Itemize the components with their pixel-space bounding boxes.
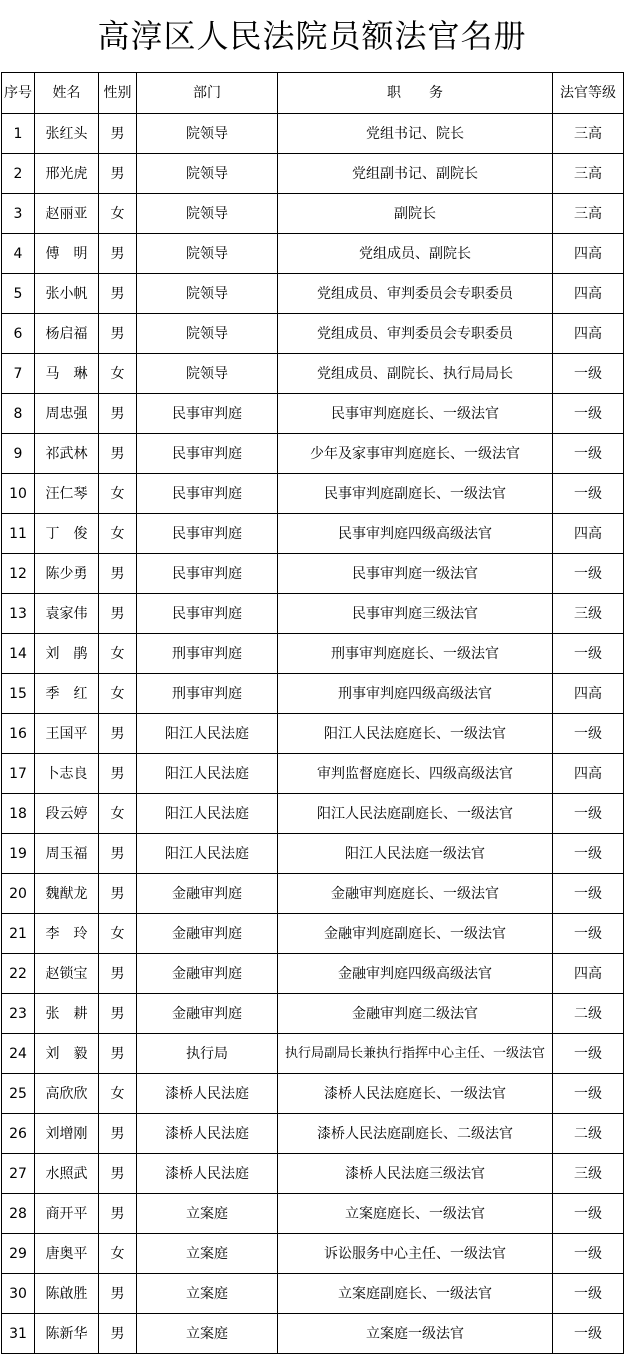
table-row [2, 914, 624, 954]
cell-name: 傅 明 [35, 234, 99, 274]
cell-no: 9 [2, 434, 35, 474]
cell-name: 陈少勇 [35, 554, 99, 594]
cell-gender: 男 [99, 1194, 137, 1234]
cell-duty: 立案庭庭长、一级法官 [278, 1194, 553, 1234]
cell-duty: 金融审判庭副庭长、一级法官 [278, 914, 553, 954]
cell-gender: 男 [99, 834, 137, 874]
cell-dept: 漆桥人民法庭 [137, 1114, 278, 1154]
table-header-row [2, 73, 624, 114]
cell-no: 27 [2, 1154, 35, 1194]
cell-duty: 金融审判庭庭长、一级法官 [278, 874, 553, 914]
cell-gender: 女 [99, 1234, 137, 1274]
cell-gender: 男 [99, 874, 137, 914]
cell-level: 二级 [553, 1114, 624, 1154]
cell-dept: 刑事审判庭 [137, 674, 278, 714]
table-row [2, 1234, 624, 1274]
table-row [2, 1034, 624, 1074]
cell-level: 四高 [553, 234, 624, 274]
cell-dept: 民事审判庭 [137, 474, 278, 514]
cell-no: 26 [2, 1114, 35, 1154]
cell-gender: 女 [99, 194, 137, 234]
cell-duty: 刑事审判庭四级高级法官 [278, 674, 553, 714]
cell-dept: 民事审判庭 [137, 394, 278, 434]
cell-gender: 女 [99, 1074, 137, 1114]
cell-no: 18 [2, 794, 35, 834]
cell-no: 3 [2, 194, 35, 234]
cell-name: 卜志良 [35, 754, 99, 794]
cell-level: 四高 [553, 514, 624, 554]
table-row [2, 1114, 624, 1154]
cell-dept: 院领导 [137, 354, 278, 394]
cell-duty: 立案庭副庭长、一级法官 [278, 1274, 553, 1314]
cell-no: 30 [2, 1274, 35, 1314]
cell-dept: 民事审判庭 [137, 594, 278, 634]
cell-level: 一级 [553, 874, 624, 914]
cell-no: 8 [2, 394, 35, 434]
cell-level: 一级 [553, 434, 624, 474]
cell-dept: 阳江人民法庭 [137, 714, 278, 754]
table-row [2, 354, 624, 394]
cell-gender: 男 [99, 274, 137, 314]
cell-dept: 院领导 [137, 274, 278, 314]
cell-duty: 党组成员、副院长 [278, 234, 553, 274]
cell-name: 周忠强 [35, 394, 99, 434]
cell-level: 一级 [553, 1274, 624, 1314]
table-row [2, 434, 624, 474]
cell-duty: 漆桥人民法庭三级法官 [278, 1154, 553, 1194]
cell-level: 三级 [553, 594, 624, 634]
cell-name: 陈新华 [35, 1314, 99, 1354]
cell-no: 5 [2, 274, 35, 314]
cell-duty: 金融审判庭二级法官 [278, 994, 553, 1034]
cell-no: 15 [2, 674, 35, 714]
cell-name: 汪仁琴 [35, 474, 99, 514]
cell-name: 丁 俊 [35, 514, 99, 554]
cell-name: 张小帆 [35, 274, 99, 314]
cell-level: 四高 [553, 274, 624, 314]
cell-level: 一级 [553, 634, 624, 674]
cell-name: 张红头 [35, 114, 99, 154]
cell-name: 王国平 [35, 714, 99, 754]
cell-name: 张 耕 [35, 994, 99, 1034]
cell-name: 祁武林 [35, 434, 99, 474]
cell-duty: 党组书记、院长 [278, 114, 553, 154]
cell-no: 23 [2, 994, 35, 1034]
cell-no: 4 [2, 234, 35, 274]
cell-level: 三高 [553, 114, 624, 154]
cell-duty: 金融审判庭四级高级法官 [278, 954, 553, 994]
table-row [2, 994, 624, 1034]
cell-dept: 阳江人民法庭 [137, 754, 278, 794]
cell-name: 赵丽亚 [35, 194, 99, 234]
cell-dept: 立案庭 [137, 1234, 278, 1274]
table-row [2, 954, 624, 994]
cell-gender: 男 [99, 1154, 137, 1194]
cell-dept: 院领导 [137, 114, 278, 154]
cell-level: 一级 [553, 1034, 624, 1074]
header-dept: 部门 [137, 73, 278, 114]
cell-duty: 漆桥人民法庭副庭长、二级法官 [278, 1114, 553, 1154]
cell-name: 杨启福 [35, 314, 99, 354]
cell-level: 三级 [553, 1154, 624, 1194]
cell-gender: 女 [99, 914, 137, 954]
cell-gender: 女 [99, 514, 137, 554]
cell-gender: 男 [99, 754, 137, 794]
cell-no: 1 [2, 114, 35, 154]
table-row [2, 154, 624, 194]
cell-no: 28 [2, 1194, 35, 1234]
cell-duty: 少年及家事审判庭庭长、一级法官 [278, 434, 553, 474]
cell-duty: 副院长 [278, 194, 553, 234]
cell-duty: 民事审判庭一级法官 [278, 554, 553, 594]
cell-gender: 男 [99, 314, 137, 354]
cell-gender: 女 [99, 474, 137, 514]
cell-no: 31 [2, 1314, 35, 1354]
cell-duty: 党组成员、审判委员会专职委员 [278, 314, 553, 354]
cell-dept: 金融审判庭 [137, 874, 278, 914]
cell-no: 6 [2, 314, 35, 354]
cell-gender: 男 [99, 234, 137, 274]
cell-duty: 漆桥人民法庭庭长、一级法官 [278, 1074, 553, 1114]
cell-no: 10 [2, 474, 35, 514]
cell-dept: 院领导 [137, 234, 278, 274]
cell-level: 四高 [553, 954, 624, 994]
cell-duty: 诉讼服务中心主任、一级法官 [278, 1234, 553, 1274]
cell-gender: 女 [99, 354, 137, 394]
cell-name: 水照武 [35, 1154, 99, 1194]
cell-name: 赵锁宝 [35, 954, 99, 994]
cell-gender: 女 [99, 794, 137, 834]
cell-duty: 执行局副局长兼执行指挥中心主任、一级法官 [278, 1034, 553, 1074]
table-row [2, 1074, 624, 1114]
cell-no: 19 [2, 834, 35, 874]
table-body [2, 114, 624, 1354]
cell-level: 一级 [553, 834, 624, 874]
table-row [2, 714, 624, 754]
cell-duty: 阳江人民法庭副庭长、一级法官 [278, 794, 553, 834]
cell-dept: 金融审判庭 [137, 914, 278, 954]
cell-name: 袁家伟 [35, 594, 99, 634]
cell-duty: 民事审判庭三级法官 [278, 594, 553, 634]
cell-dept: 阳江人民法庭 [137, 794, 278, 834]
table-row [2, 634, 624, 674]
table-row [2, 554, 624, 594]
table-row [2, 1194, 624, 1234]
cell-gender: 男 [99, 954, 137, 994]
cell-no: 29 [2, 1234, 35, 1274]
cell-gender: 男 [99, 394, 137, 434]
table-row [2, 874, 624, 914]
cell-no: 20 [2, 874, 35, 914]
cell-level: 一级 [553, 914, 624, 954]
table-row [2, 194, 624, 234]
cell-name: 马 琳 [35, 354, 99, 394]
cell-name: 刘 毅 [35, 1034, 99, 1074]
cell-gender: 男 [99, 434, 137, 474]
cell-name: 商开平 [35, 1194, 99, 1234]
cell-no: 2 [2, 154, 35, 194]
cell-gender: 女 [99, 674, 137, 714]
table-row [2, 474, 624, 514]
cell-dept: 立案庭 [137, 1274, 278, 1314]
table-row [2, 314, 624, 354]
table-row [2, 514, 624, 554]
cell-no: 21 [2, 914, 35, 954]
cell-duty: 民事审判庭副庭长、一级法官 [278, 474, 553, 514]
cell-dept: 金融审判庭 [137, 994, 278, 1034]
cell-no: 12 [2, 554, 35, 594]
cell-name: 刘增刚 [35, 1114, 99, 1154]
cell-name: 高欣欣 [35, 1074, 99, 1114]
cell-dept: 民事审判庭 [137, 514, 278, 554]
cell-no: 16 [2, 714, 35, 754]
page-title: 高淳区人民法院员额法官名册 [97, 17, 527, 55]
cell-name: 段云婷 [35, 794, 99, 834]
cell-dept: 漆桥人民法庭 [137, 1154, 278, 1194]
cell-level: 一级 [553, 1194, 624, 1234]
cell-duty: 民事审判庭庭长、一级法官 [278, 394, 553, 434]
table-row [2, 674, 624, 714]
cell-duty: 刑事审判庭庭长、一级法官 [278, 634, 553, 674]
cell-gender: 男 [99, 994, 137, 1034]
cell-gender: 男 [99, 594, 137, 634]
cell-level: 三高 [553, 194, 624, 234]
cell-no: 22 [2, 954, 35, 994]
table-row [2, 754, 624, 794]
cell-dept: 院领导 [137, 314, 278, 354]
cell-dept: 阳江人民法庭 [137, 834, 278, 874]
cell-level: 一级 [553, 474, 624, 514]
cell-no: 24 [2, 1034, 35, 1074]
cell-level: 四高 [553, 754, 624, 794]
table-row [2, 234, 624, 274]
cell-level: 四高 [553, 314, 624, 354]
cell-dept: 院领导 [137, 194, 278, 234]
table-row [2, 114, 624, 154]
cell-duty: 阳江人民法庭庭长、一级法官 [278, 714, 553, 754]
cell-gender: 女 [99, 634, 137, 674]
cell-gender: 男 [99, 154, 137, 194]
cell-no: 13 [2, 594, 35, 634]
cell-level: 一级 [553, 1314, 624, 1354]
cell-gender: 男 [99, 714, 137, 754]
cell-gender: 男 [99, 1114, 137, 1154]
cell-name: 李 玲 [35, 914, 99, 954]
cell-no: 7 [2, 354, 35, 394]
table-row [2, 594, 624, 634]
cell-name: 邢光虎 [35, 154, 99, 194]
cell-level: 一级 [553, 394, 624, 434]
cell-no: 17 [2, 754, 35, 794]
cell-level: 二级 [553, 994, 624, 1034]
cell-name: 唐奥平 [35, 1234, 99, 1274]
cell-dept: 漆桥人民法庭 [137, 1074, 278, 1114]
header-duty: 职 务 [278, 73, 553, 114]
cell-duty: 审判监督庭庭长、四级高级法官 [278, 754, 553, 794]
cell-duty: 党组副书记、副院长 [278, 154, 553, 194]
cell-duty: 党组成员、审判委员会专职委员 [278, 274, 553, 314]
cell-level: 一级 [553, 794, 624, 834]
cell-name: 魏猷龙 [35, 874, 99, 914]
cell-gender: 男 [99, 1274, 137, 1314]
cell-gender: 男 [99, 114, 137, 154]
cell-dept: 立案庭 [137, 1194, 278, 1234]
cell-duty: 党组成员、副院长、执行局局长 [278, 354, 553, 394]
cell-gender: 男 [99, 1314, 137, 1354]
cell-level: 一级 [553, 1074, 624, 1114]
cell-level: 一级 [553, 714, 624, 754]
cell-level: 一级 [553, 354, 624, 394]
cell-dept: 执行局 [137, 1034, 278, 1074]
cell-dept: 民事审判庭 [137, 434, 278, 474]
cell-name: 季 红 [35, 674, 99, 714]
cell-no: 11 [2, 514, 35, 554]
cell-level: 一级 [553, 554, 624, 594]
cell-name: 刘 鹃 [35, 634, 99, 674]
cell-dept: 立案庭 [137, 1314, 278, 1354]
cell-level: 四高 [553, 674, 624, 714]
cell-gender: 男 [99, 554, 137, 594]
cell-level: 一级 [553, 1234, 624, 1274]
cell-dept: 民事审判庭 [137, 554, 278, 594]
table-row [2, 834, 624, 874]
cell-level: 三高 [553, 154, 624, 194]
header-name: 姓名 [35, 73, 99, 114]
header-no: 序号 [2, 73, 35, 114]
cell-duty: 民事审判庭四级高级法官 [278, 514, 553, 554]
cell-no: 25 [2, 1074, 35, 1114]
judges-table [1, 72, 624, 1354]
table-row [2, 794, 624, 834]
cell-duty: 立案庭一级法官 [278, 1314, 553, 1354]
cell-name: 周玉福 [35, 834, 99, 874]
cell-duty: 阳江人民法庭一级法官 [278, 834, 553, 874]
table-row [2, 1154, 624, 1194]
table-row [2, 274, 624, 314]
cell-dept: 刑事审判庭 [137, 634, 278, 674]
cell-name: 陈啟胜 [35, 1274, 99, 1314]
table-row [2, 1314, 624, 1354]
cell-gender: 男 [99, 1034, 137, 1074]
table-row [2, 1274, 624, 1314]
table-row [2, 394, 624, 434]
cell-no: 14 [2, 634, 35, 674]
header-level: 法官等级 [553, 73, 624, 114]
header-gender: 性别 [99, 73, 137, 114]
cell-dept: 院领导 [137, 154, 278, 194]
cell-dept: 金融审判庭 [137, 954, 278, 994]
